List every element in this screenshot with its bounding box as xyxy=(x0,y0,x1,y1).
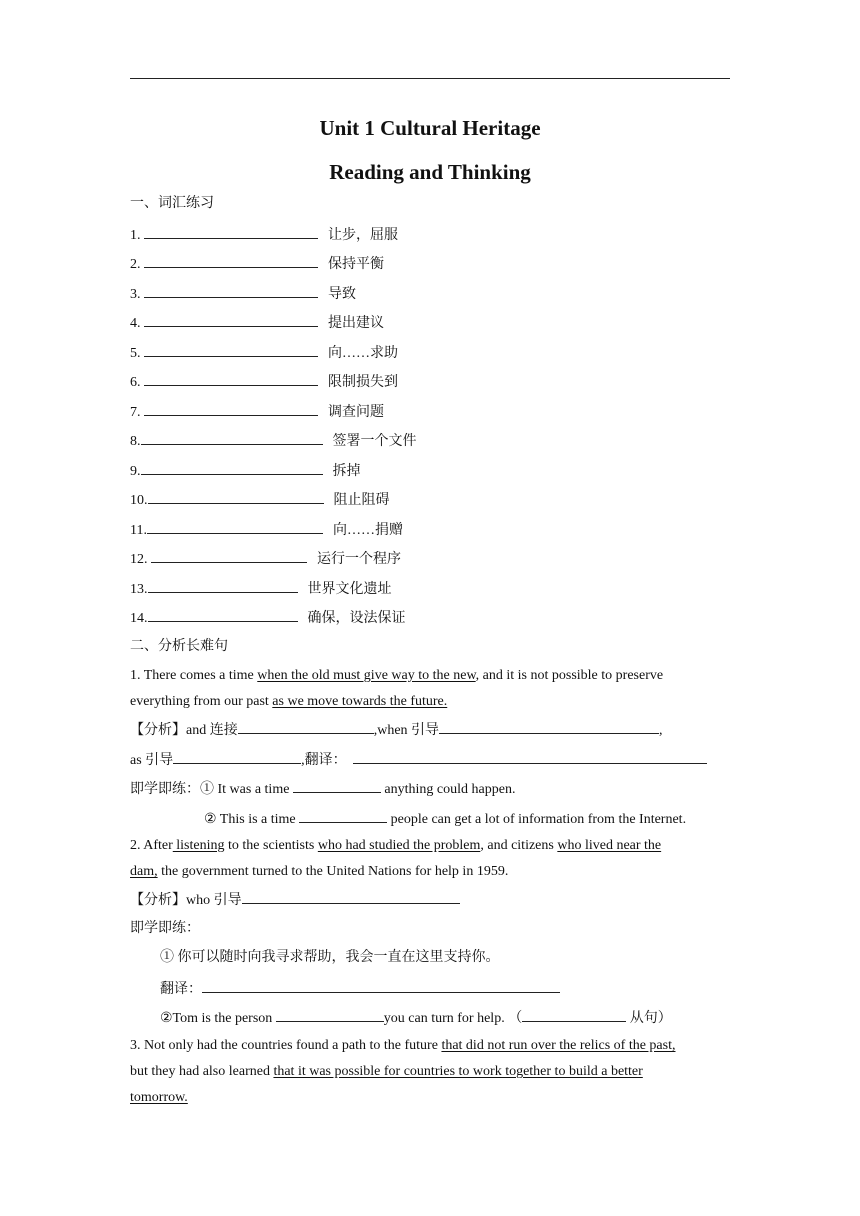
sentence-1-analysis: 【分析】and 连接 ,when 引导 , xyxy=(130,720,663,740)
answer-blank[interactable] xyxy=(144,284,318,298)
answer-blank[interactable] xyxy=(148,608,298,622)
page-subtitle: Reading and Thinking xyxy=(329,160,531,184)
answer-blank[interactable] xyxy=(151,549,307,563)
answer-blank[interactable] xyxy=(276,1008,384,1022)
sentence-2-practice-1-translate: 翻译： xyxy=(160,979,560,999)
answer-blank[interactable] xyxy=(439,720,659,734)
vocab-item-10: 10. 阻止阻碍 xyxy=(130,490,390,510)
sentence-3-line-2: but they had also learned that it was possible for countries to work together to build a better xyxy=(130,1064,643,1079)
vocab-item-14: 14. 确保，设法保证 xyxy=(130,608,406,628)
answer-blank[interactable] xyxy=(144,343,318,357)
sentence-1-line-2: everything from our past as we move towards the future. xyxy=(130,694,448,709)
sentence-1-practice-1: 即学即练：① It was a time anything could happen. xyxy=(130,779,515,799)
answer-blank[interactable] xyxy=(141,461,323,475)
vocab-item-6: 6. 限制损失到 xyxy=(130,372,398,392)
vocab-item-9: 9. 拆掉 xyxy=(130,461,361,481)
header-rule xyxy=(130,78,730,79)
sentence-2-analysis: 【分析】who 引导 xyxy=(130,890,460,910)
sentence-1-line-1: 1. There comes a time when the old must give way to the new, and it is not possible to preserve xyxy=(130,668,664,683)
answer-blank[interactable] xyxy=(141,431,323,445)
vocab-item-8: 8. 签署一个文件 xyxy=(130,431,417,451)
vocab-item-11: 11. 向……捐赠 xyxy=(130,520,403,540)
sentence-2-practice-1: ① 你可以随时向我寻求帮助，我会一直在这里支持你。 xyxy=(160,950,500,965)
vocab-item-12: 12. 运行一个程序 xyxy=(130,549,401,569)
sentence-3-line-1: 3. Not only had the countries found a path to the future that did not run over the relics of the past, xyxy=(130,1038,676,1053)
answer-blank[interactable] xyxy=(144,225,318,239)
section1-heading: 一、词汇练习 xyxy=(130,196,214,211)
answer-blank[interactable] xyxy=(144,402,318,416)
translation-blank[interactable] xyxy=(202,979,560,993)
section2-heading: 二、分析长难句 xyxy=(130,639,228,654)
sentence-1-practice-2: ② This is a time people can get a lot of information from the Internet. xyxy=(204,809,686,829)
answer-blank[interactable] xyxy=(144,254,318,268)
sentence-2-line-1: 2. After listening to the scientists who had studied the problem, and citizens who lived near the xyxy=(130,838,662,853)
vocab-item-4: 4. 提出建议 xyxy=(130,313,384,333)
answer-blank[interactable] xyxy=(242,890,460,904)
vocab-item-3: 3. 导致 xyxy=(130,284,356,304)
answer-blank[interactable] xyxy=(148,490,324,504)
answer-blank[interactable] xyxy=(299,809,387,823)
answer-blank[interactable] xyxy=(148,579,298,593)
sentence-3-line-3: tomorrow. xyxy=(130,1090,188,1105)
vocab-item-1: 1. 让步，屈服 xyxy=(130,225,398,245)
page-title: Unit 1 Cultural Heritage xyxy=(319,116,541,140)
answer-blank[interactable] xyxy=(522,1008,626,1022)
vocab-item-13: 13. 世界文化遗址 xyxy=(130,579,392,599)
answer-blank[interactable] xyxy=(144,372,318,386)
answer-blank[interactable] xyxy=(238,720,374,734)
answer-blank[interactable] xyxy=(293,779,381,793)
translation-blank[interactable] xyxy=(353,750,707,764)
vocab-item-2: 2. 保持平衡 xyxy=(130,254,384,274)
sentence-1-analysis-2: as 引导 ,翻译： xyxy=(130,750,707,770)
answer-blank[interactable] xyxy=(173,750,301,764)
sentence-2-practice-label: 即学即练： xyxy=(130,921,200,936)
vocab-item-5: 5. 向……求助 xyxy=(130,343,398,363)
answer-blank[interactable] xyxy=(144,313,318,327)
vocab-item-7: 7. 调查问题 xyxy=(130,402,384,422)
sentence-2-line-2: dam, the government turned to the United Nations for help in 1959. xyxy=(130,864,509,879)
sentence-2-practice-2: ②Tom is the person you can turn for help. （ 从句） xyxy=(160,1008,672,1028)
answer-blank[interactable] xyxy=(147,520,323,534)
